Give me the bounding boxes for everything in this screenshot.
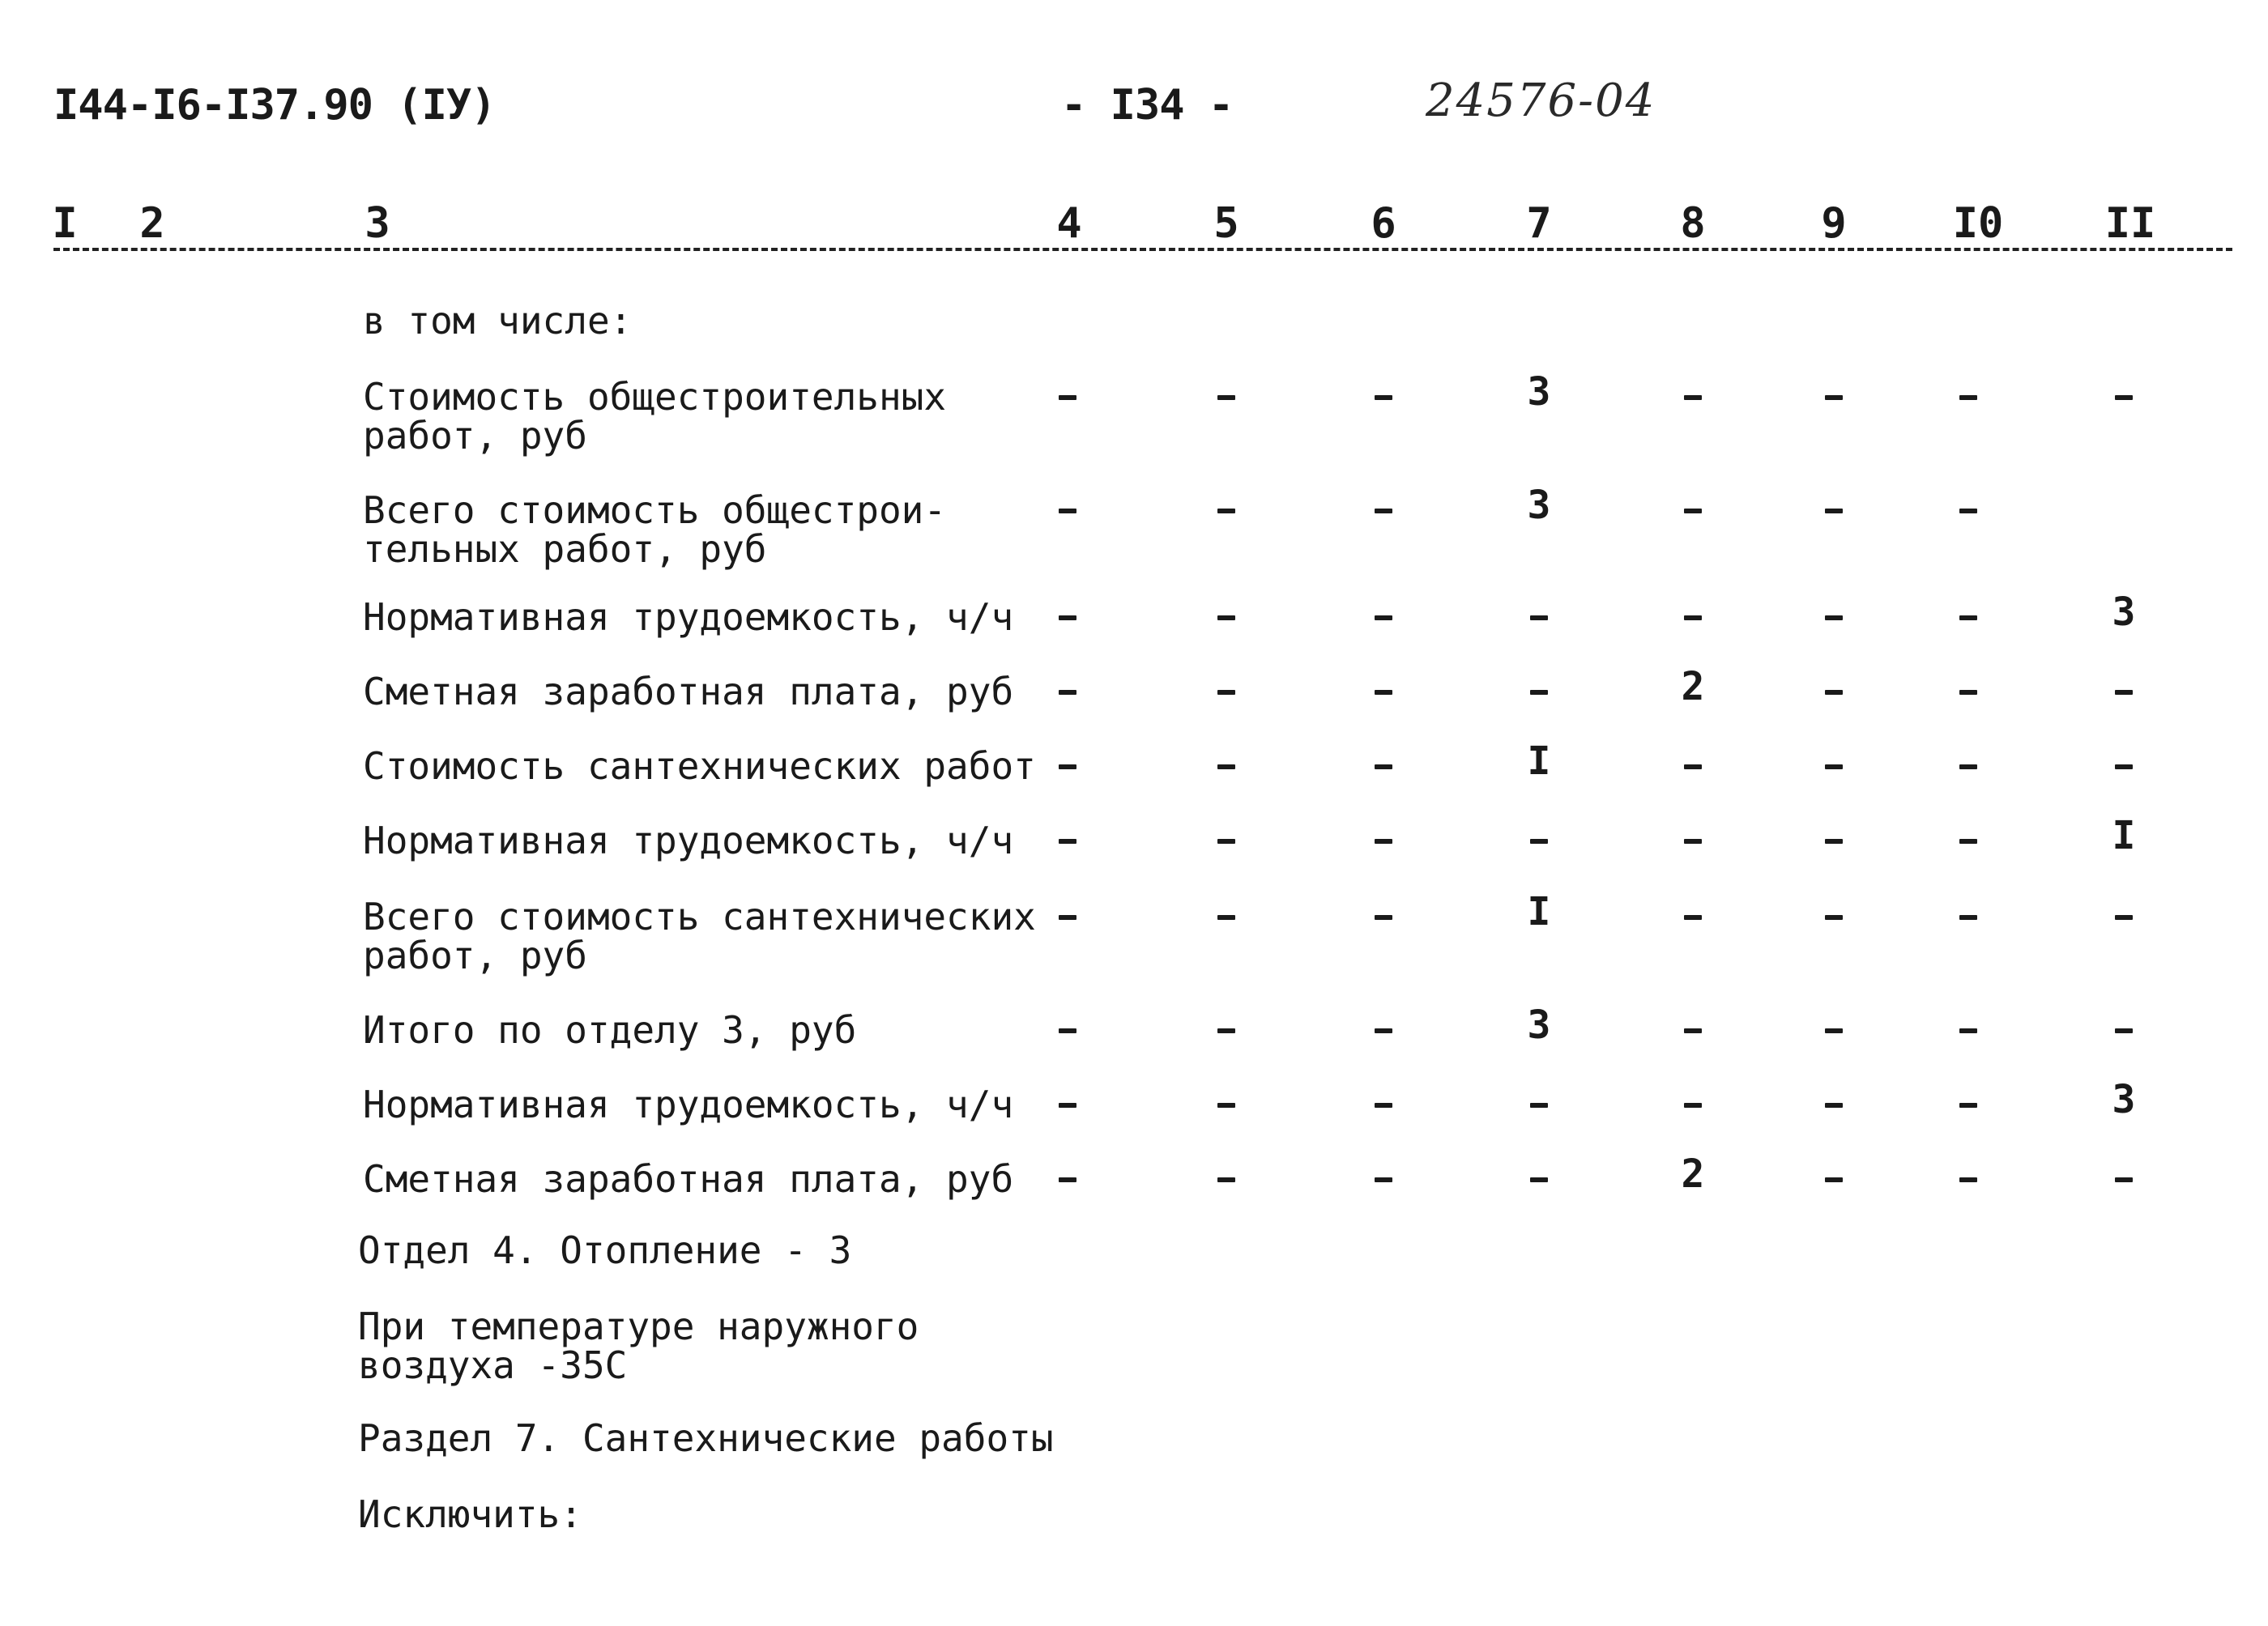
dash-mark <box>1375 839 1392 844</box>
row-label: Сметная заработная плата, руб <box>363 670 1014 713</box>
dash-mark <box>1217 395 1235 400</box>
dash-mark <box>1059 1028 1076 1033</box>
table-cell-value: 3 <box>1527 369 1551 415</box>
dash-mark <box>2115 915 2133 920</box>
dash-mark <box>1375 395 1392 400</box>
dash-mark <box>1217 764 1235 769</box>
dash-mark <box>1959 690 1977 695</box>
dash-mark <box>1825 615 1843 620</box>
table-cell-value: 3 <box>2112 590 2136 635</box>
dash-mark <box>1375 764 1392 769</box>
dash-mark <box>1684 915 1702 920</box>
row-label: Нормативная трудоемкость, ч/ч <box>363 595 1014 639</box>
dash-mark <box>1059 839 1076 844</box>
row-label: Итого по отделу 3, руб <box>363 1008 857 1052</box>
dash-mark <box>1825 764 1843 769</box>
dash-mark <box>1375 1028 1392 1033</box>
dash-mark <box>2115 1028 2133 1033</box>
dash-mark <box>1959 839 1977 844</box>
dash-mark <box>1375 509 1392 513</box>
column-number-6: 6 <box>1371 199 1396 248</box>
section-line: Раздел 7. Сантехнические работы <box>358 1416 1054 1460</box>
dash-mark <box>1059 764 1076 769</box>
dash-mark <box>1825 915 1843 920</box>
handwritten-registration-number: 24576-04 <box>1426 74 1656 127</box>
dash-mark <box>1217 915 1235 920</box>
column-number-5: 5 <box>1213 199 1239 248</box>
dash-mark <box>1217 615 1235 620</box>
dash-mark <box>1059 915 1076 920</box>
dash-mark <box>1825 509 1843 513</box>
dash-mark <box>1684 615 1702 620</box>
table-cell-value: 3 <box>1527 483 1551 528</box>
column-number-10: I0 <box>1952 199 2004 248</box>
dash-mark <box>1217 1103 1235 1108</box>
dash-mark <box>1825 395 1843 400</box>
table-cell-value: 3 <box>2112 1077 2136 1122</box>
table-cell-value: I <box>2112 813 2136 858</box>
dash-mark <box>1059 615 1076 620</box>
dash-mark <box>1825 1103 1843 1108</box>
column-number-9: 9 <box>1821 199 1847 248</box>
column-number-7: 7 <box>1526 199 1552 248</box>
row-label: Нормативная трудоемкость, ч/ч <box>363 1083 1014 1126</box>
column-number-8: 8 <box>1680 199 1706 248</box>
section-line: При температуре наружного воздуха -35С <box>358 1305 919 1387</box>
column-number-2: 2 <box>139 199 165 248</box>
table-cell-value: I <box>1527 739 1551 784</box>
row-label: Всего стоимость сантехнических работ, руб <box>363 895 1036 977</box>
table-cell-value: 2 <box>1681 664 1705 709</box>
dash-mark <box>1375 1177 1392 1182</box>
column-number-11: II <box>2104 199 2156 248</box>
dash-mark <box>1217 509 1235 513</box>
dash-mark <box>2115 1177 2133 1182</box>
dash-mark <box>1059 509 1076 513</box>
dash-mark <box>1375 915 1392 920</box>
dash-mark <box>1959 1028 1977 1033</box>
dash-mark <box>1375 1103 1392 1108</box>
dash-mark <box>1959 915 1977 920</box>
dash-mark <box>1684 839 1702 844</box>
dash-mark <box>1684 1028 1702 1033</box>
dash-mark <box>1825 839 1843 844</box>
section-line: Отдел 4. Отопление - 3 <box>358 1228 852 1272</box>
dash-mark <box>1959 764 1977 769</box>
dash-mark <box>1959 509 1977 513</box>
dash-mark <box>1530 615 1548 620</box>
dash-mark <box>1684 764 1702 769</box>
dash-mark <box>1217 1028 1235 1033</box>
dash-mark <box>1959 395 1977 400</box>
dash-mark <box>1059 1177 1076 1182</box>
dash-mark <box>1217 839 1235 844</box>
dash-mark <box>2115 395 2133 400</box>
dash-mark <box>1825 690 1843 695</box>
row-label: Стоимость сантехнических работ <box>363 744 1036 788</box>
section-line: Исключить: <box>358 1492 582 1536</box>
document-code: I44-I6-I37.90 (IУ) <box>53 81 496 130</box>
dash-mark <box>1217 1177 1235 1182</box>
dash-mark <box>1375 690 1392 695</box>
dash-mark <box>1530 1177 1548 1182</box>
column-number-4: 4 <box>1056 199 1082 248</box>
page-number: - I34 - <box>1061 81 1234 130</box>
row-label: Всего стоимость общестрои- тельных работ, руб <box>363 488 947 571</box>
table-cell-value: I <box>1527 889 1551 934</box>
row-label: Нормативная трудоемкость, ч/ч <box>363 819 1014 862</box>
row-label: Стоимость общестроительных работ, руб <box>363 375 947 458</box>
dash-mark <box>1059 690 1076 695</box>
row-label: Сметная заработная плата, руб <box>363 1157 1014 1201</box>
table-cell-value: 3 <box>1527 1002 1551 1048</box>
dash-mark <box>1530 1103 1548 1108</box>
header-divider-line <box>53 248 2232 251</box>
dash-mark <box>1217 690 1235 695</box>
dash-mark <box>1059 1103 1076 1108</box>
dash-mark <box>1959 1103 1977 1108</box>
dash-mark <box>1059 395 1076 400</box>
intro-text: в том числе: <box>363 299 633 343</box>
dash-mark <box>1684 509 1702 513</box>
dash-mark <box>2115 764 2133 769</box>
dash-mark <box>1530 839 1548 844</box>
dash-mark <box>1684 1103 1702 1108</box>
dash-mark <box>1959 1177 1977 1182</box>
dash-mark <box>2115 690 2133 695</box>
dash-mark <box>1684 395 1702 400</box>
dash-mark <box>1825 1177 1843 1182</box>
dash-mark <box>1375 615 1392 620</box>
dash-mark <box>1530 690 1548 695</box>
table-cell-value: 2 <box>1681 1151 1705 1197</box>
dash-mark <box>1825 1028 1843 1033</box>
dash-mark <box>1959 615 1977 620</box>
column-number-1: I <box>52 199 78 248</box>
column-number-3: 3 <box>364 199 390 248</box>
